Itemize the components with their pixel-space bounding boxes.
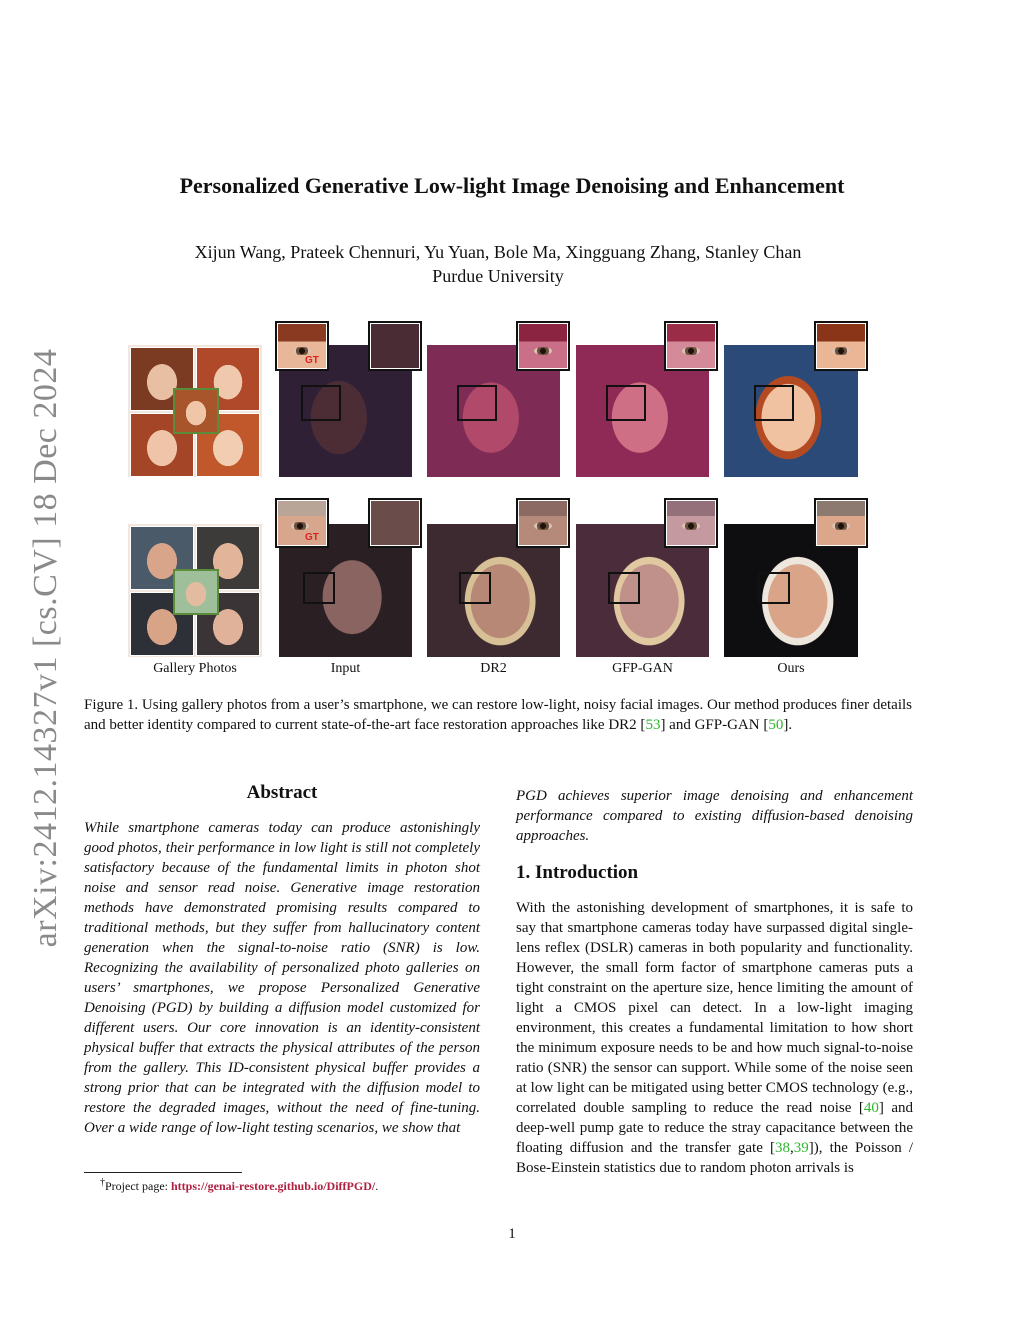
crop-region-box <box>301 385 341 421</box>
input-inset-2 <box>368 498 422 548</box>
paper-title: Personalized Generative Low-light Image Denoising and Enhancement <box>179 173 845 198</box>
eye-detail <box>293 347 311 355</box>
footnote-marker: † <box>100 1177 105 1188</box>
ours-inset-2 <box>814 498 868 548</box>
gfpgan-inset-1 <box>664 321 718 371</box>
intro-text: ]), the Poisson / Bose-Einstein statistics due to random photon arrivals is <box>516 1140 913 1176</box>
affiliation: Purdue University <box>432 266 564 286</box>
citation-link[interactable]: 39 <box>793 1140 809 1156</box>
crop-region-box <box>758 572 790 604</box>
caption-text: Figure 1. Using gallery photos from a user’s smartphone, we can restore low-light, noisy facial images. Our method produces finer details and better identity compared to current state-of-the-art face restoration approaches like DR2 [ <box>84 697 912 733</box>
arxiv-identifier-stamp: arXiv:2412.14327v1 [cs.CV] 18 Dec 2024 <box>27 348 64 948</box>
column-label-ours: Ours <box>777 661 805 676</box>
footnote-end: . <box>375 1179 379 1193</box>
abstract-continuation: PGD achieves superior image denoising and enhancement performance compared to existing diffusion-based denoising approaches. <box>516 788 913 844</box>
gallery-collage-2 <box>128 524 262 657</box>
column-label-dr2: DR2 <box>480 661 507 676</box>
intro-text: With the astonishing development of smartphones, it is safe to say that smartphone cameras today have surpassed digital single-lens reflex (DSLR) cameras in both popularity and functionality. However, the small form factor of smartphone cameras puts a tight constraint on the aperture size, hence limiting the amount of light a CMOS pixel can detect. In a low-light imaging environment, this creates a fundamental limitation to how short the minimum exposure needs to be and how much signal-to-noise ratio (SNR) the sensor can support. While some of the noise seen at low light can be mitigated using better CMOS technology (e.g., correlated double sampling to reduce the read noise [ <box>516 900 913 1116</box>
eye-detail <box>534 347 552 355</box>
crop-region-box <box>303 572 335 604</box>
dr2-inset-1 <box>516 321 570 371</box>
gallery-photo-center <box>173 569 219 615</box>
gallery-collage-1 <box>128 345 262 477</box>
column-label-gallery: Gallery Photos <box>153 661 237 676</box>
introduction-body <box>516 898 913 1178</box>
footnote-rule <box>84 1172 242 1173</box>
abstract-body: While smartphone cameras today can produce astonishingly good photos, their performance in low light is still not completely satisfactory because of the fundamental limits in photon shot noise and sensor read noise. Generative image restoration methods have demonstrated promising results compared to traditional methods, but they suffer from hallucinatory content generation when the signal-to-noise ratio (SNR) is low. Recognizing the availability of personalized photo galleries on users’ smartphones, we propose Personalized Generative Denoising (PGD) by building a diffusion model customized for different users. Our core innovation is an identity-consistent physical buffer that extracts the physical attributes of the person from the gallery. This ID-consistent physical buffer provides a strong prior that can be integrated with the diffusion model to restore the degraded images, without the need of fine-tuning. Over a wide range of low-light testing scenarios, we show that <box>84 820 480 1136</box>
citation-link[interactable]: 40 <box>863 1100 879 1116</box>
citation-link[interactable]: 38 <box>774 1140 790 1156</box>
eye-detail <box>832 347 850 355</box>
gt-label: GT <box>305 355 319 366</box>
citation-link[interactable]: 50 <box>768 717 784 733</box>
crop-region-box <box>606 385 646 421</box>
introduction-heading: 1. Introduction <box>516 862 639 883</box>
intro-text: , <box>789 1140 794 1156</box>
gfpgan-inset-2 <box>664 498 718 548</box>
eye-detail <box>832 522 850 530</box>
citation-link[interactable]: 53 <box>645 717 661 733</box>
author-list: Xijun Wang, Prateek Chennuri, Yu Yuan, Bole Ma, Xingguang Zhang, Stanley Chan <box>194 242 802 262</box>
gallery-photo-center <box>173 388 219 434</box>
caption-text: ]. <box>783 717 793 733</box>
crop-region-box <box>608 572 640 604</box>
eye-detail <box>291 522 309 530</box>
abstract-heading: Abstract <box>246 782 318 803</box>
dr2-inset-2 <box>516 498 570 548</box>
figure-caption <box>84 695 912 735</box>
project-page-link[interactable]: https://genai-restore.github.io/DiffPGD/ <box>170 1179 376 1193</box>
column-label-gfpgan: GFP-GAN <box>612 661 673 676</box>
eye-detail <box>682 522 700 530</box>
crop-region-box <box>459 572 491 604</box>
eye-detail <box>682 347 700 355</box>
page-number: 1 <box>508 1226 516 1242</box>
input-inset-1 <box>368 321 422 371</box>
crop-region-box <box>457 385 497 421</box>
abstract-section <box>84 782 480 1138</box>
gt-inset-2 <box>275 498 329 548</box>
gt-label: GT <box>305 532 319 543</box>
footnote <box>100 1177 378 1194</box>
ours-inset-1 <box>814 321 868 371</box>
column-label-input: Input <box>330 661 361 676</box>
gt-inset-1 <box>275 321 329 371</box>
eye-detail <box>534 522 552 530</box>
intro-text: ] and deep-well pump gate to reduce the stray capacitance between the floating diffusion and the transfer gate [ <box>516 1100 913 1156</box>
caption-text: ] and GFP-GAN [ <box>660 717 769 733</box>
footnote-label: Project page: <box>105 1179 171 1193</box>
crop-region-box <box>754 385 794 421</box>
right-column <box>516 786 913 1178</box>
